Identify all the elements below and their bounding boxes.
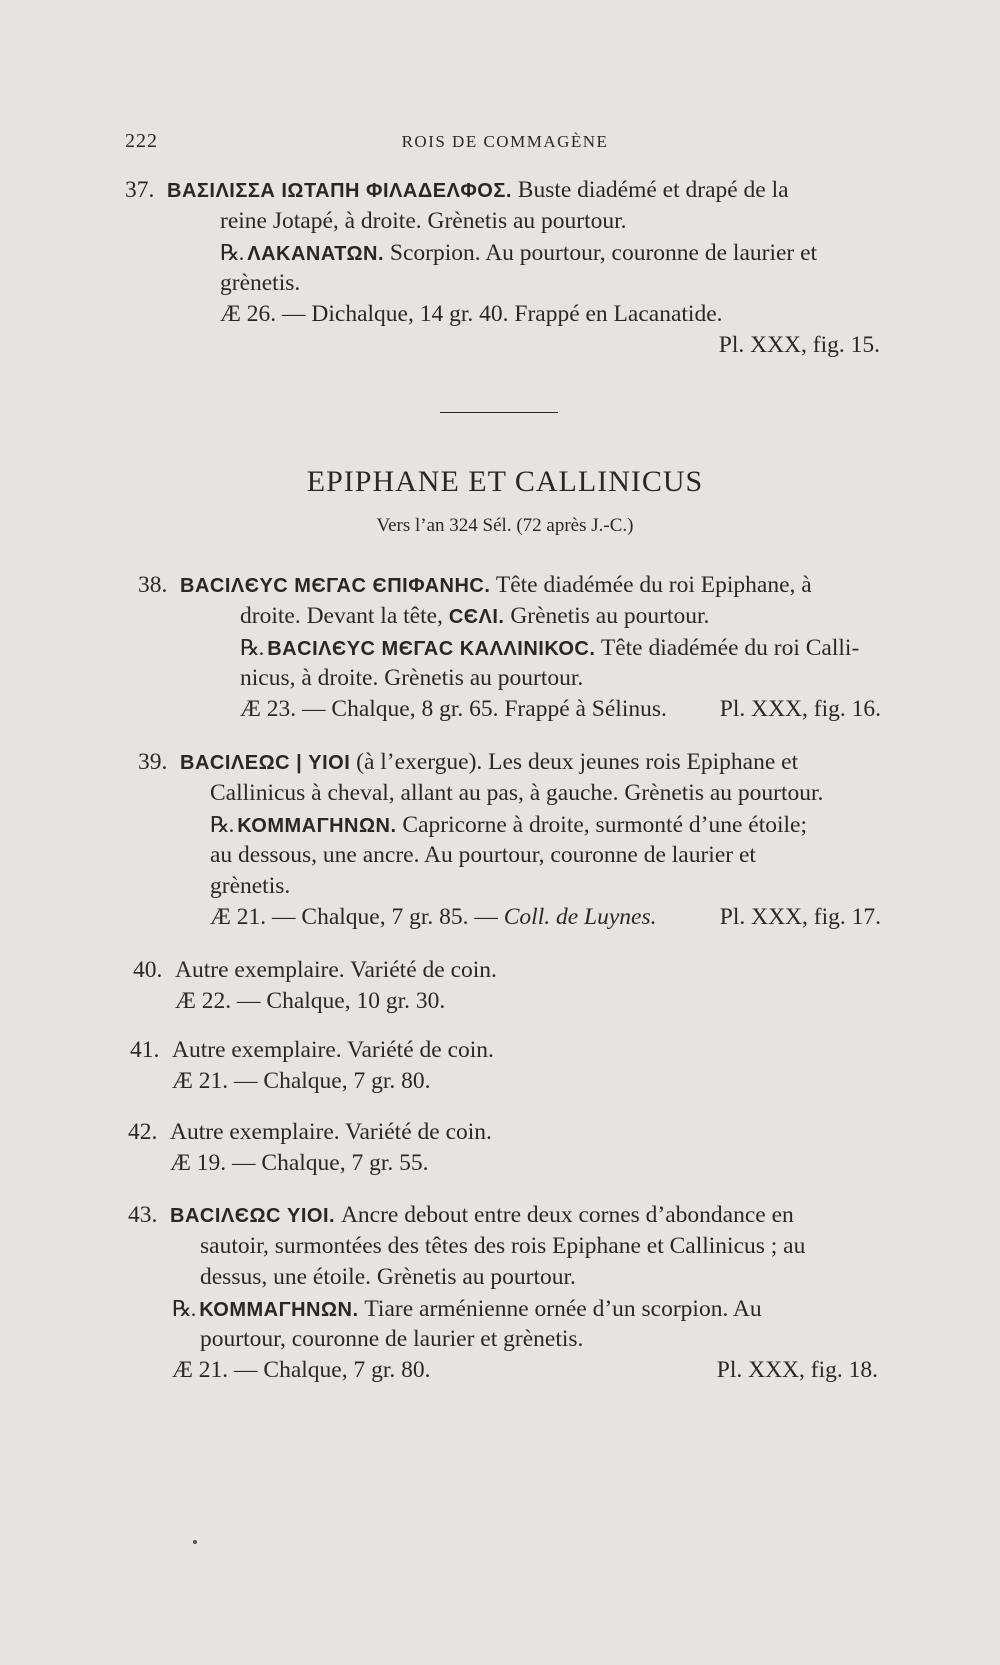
entry-line — [128, 1200, 888, 1231]
entry-text: Buste diadémé et drapé de la — [511, 177, 789, 203]
entry-line — [128, 1355, 888, 1386]
greek-legend: ΒΑCΙΛЄΩC ΥΙΟΙ. — [170, 1205, 336, 1227]
entry-text: sautoir, surmontées des têtes des rois Epiphane et Callinicus ; au — [200, 1233, 806, 1259]
reverse-symbol: ℞. — [220, 240, 244, 265]
entry-line — [130, 1066, 885, 1097]
entry-line — [128, 1262, 888, 1293]
entry-text: grènetis. — [220, 270, 301, 296]
collection-name: Coll. de Luynes. — [503, 904, 657, 930]
entry-text: (à l’exergue). Les deux jeunes rois Epiphane et — [350, 749, 799, 775]
entry-text: dessus, une étoile. Grènetis au pourtour. — [200, 1264, 576, 1290]
running-title: ROIS DE COMMAGÈNE — [401, 132, 609, 151]
entry-line — [133, 986, 888, 1017]
entry-line — [130, 1035, 885, 1066]
section-divider — [440, 412, 558, 413]
reverse-symbol: ℞. — [240, 635, 264, 660]
plate-reference: Pl. XXX, fig. 15. — [718, 332, 880, 358]
ink-speck — [193, 1540, 197, 1544]
catalog-entry-39 — [138, 747, 893, 933]
entry-line — [128, 1293, 888, 1324]
catalog-entry-42 — [128, 1117, 883, 1179]
reverse-symbol: ℞. — [172, 1296, 196, 1321]
catalog-entry-43 — [128, 1200, 888, 1386]
entry-text: Autre exemplaire. Variété de coin. — [172, 1037, 494, 1063]
entry-text: grènetis. — [210, 873, 291, 899]
page-header — [125, 130, 885, 160]
entry-line — [138, 778, 893, 809]
greek-legend: ΚΟΜΜΑΓΗΝΩΝ. — [199, 1299, 359, 1321]
entry-number: 43. — [128, 1202, 158, 1228]
entry-line — [138, 694, 893, 725]
plate-reference: Pl. XXX, fig. 16. — [719, 696, 881, 722]
page-number: 222 — [125, 130, 158, 152]
entry-text: Scorpion. Au pourtour, couronne de laurier et — [384, 240, 818, 266]
entry-line — [128, 1231, 888, 1262]
entry-text: Ancre debout entre deux cornes d’abondance en — [335, 1202, 794, 1228]
entry-meta: Æ 19. — Chalque, 7 gr. 55. — [170, 1150, 429, 1176]
entry-line — [138, 601, 893, 632]
entry-text: pourtour, couronne de laurier et grènetis. — [200, 1326, 584, 1352]
entry-text: Callinicus à cheval, allant au pas, à gauche. Grènetis au pourtour. — [210, 780, 824, 806]
greek-legend: ΚΟΜΜΑΓΗΝΩΝ. — [237, 815, 397, 837]
entry-number: 39. — [138, 749, 168, 775]
catalog-entry-37 — [125, 175, 895, 361]
entry-text: au dessous, une ancre. Au pourtour, couronne de laurier et — [210, 842, 756, 868]
entry-line — [138, 570, 893, 601]
greek-legend: ΒΑCΙΛЄΥC ΜЄΓΑC ЄΠΙΦΑΝΗC. — [180, 575, 491, 597]
entry-line — [125, 330, 895, 361]
entry-text: Tête diadémée du roi Calli- — [595, 635, 860, 661]
entry-line — [125, 299, 895, 330]
catalog-entry-41 — [130, 1035, 885, 1097]
entry-line — [128, 1324, 888, 1355]
entry-text: Grènetis au pourtour. — [504, 603, 710, 629]
greek-legend: ΒΑCΙΛΕΩC | ΥΙΟΙ — [180, 752, 351, 774]
entry-text: Tête diadémée du roi Epiphane, à — [490, 572, 812, 598]
entry-text: Tiare arménienne ornée d’un scorpion. Au — [358, 1296, 762, 1322]
reverse-symbol: ℞. — [210, 812, 234, 837]
greek-legend: ΛΑΚΑΝΑΤΩΝ. — [247, 243, 385, 265]
entry-number: 42. — [128, 1119, 158, 1145]
entry-text: droite. Devant la tête, — [240, 603, 449, 629]
entry-line — [138, 663, 893, 694]
entry-text: nicus, à droite. Grènetis au pourtour. — [240, 665, 584, 691]
entry-text: Autre exemplaire. Variété de coin. — [170, 1119, 492, 1145]
entry-meta: Æ 21. — Chalque, 7 gr. 85. — — [210, 904, 504, 930]
entry-line — [138, 747, 893, 778]
entry-line — [138, 902, 893, 933]
entry-meta: Æ 22. — Chalque, 10 gr. 30. — [175, 988, 446, 1014]
entry-number: 40. — [133, 957, 163, 983]
catalog-entry-38 — [138, 570, 893, 725]
plate-reference: Pl. XXX, fig. 18. — [716, 1357, 878, 1383]
greek-legend: ΒΑCΙΛЄΥC ΜЄΓΑC ΚΑΛΛΙΝΙΚΟC. — [267, 638, 596, 660]
entry-meta: Æ 21. — Chalque, 7 gr. 80. — [172, 1357, 431, 1383]
greek-legend: CЄΛΙ. — [448, 606, 505, 628]
entry-line — [125, 206, 895, 237]
entry-meta: Æ 23. — Chalque, 8 gr. 65. Frappé à Sélinus. — [240, 696, 667, 722]
entry-line — [138, 840, 893, 871]
entry-line — [138, 632, 893, 663]
entry-text: reine Jotapé, à droite. Grènetis au pourtour. — [220, 208, 627, 234]
entry-line — [128, 1117, 883, 1148]
entry-text: Autre exemplaire. Variété de coin. — [175, 957, 497, 983]
entry-line — [125, 237, 895, 268]
section-date: Vers l’an 324 Sél. (72 après J.-C.) — [376, 515, 634, 536]
catalog-entry-40 — [133, 955, 888, 1017]
section-title: EPIPHANE ET CALLINICUS — [306, 465, 704, 498]
entry-line — [138, 871, 893, 902]
greek-legend: ΒΑΣΙΛΙΣΣΑ ΙΩΤΑΠΗ ΦΙΛΑΔΕΛΦΟΣ. — [167, 180, 512, 202]
entry-number: 38. — [138, 572, 168, 598]
entry-meta: Æ 21. — Chalque, 7 gr. 80. — [172, 1068, 431, 1094]
entry-number: 37. — [125, 177, 155, 203]
entry-line — [125, 175, 895, 206]
entry-line — [128, 1148, 883, 1179]
entry-number: 41. — [130, 1037, 160, 1063]
entry-line — [138, 809, 893, 840]
entry-line — [133, 955, 888, 986]
entry-meta: Æ 26. — Dichalque, 14 gr. 40. Frappé en Lacanatide. — [220, 301, 723, 327]
entry-text: Capricorne à droite, surmonté d’une étoile; — [396, 812, 807, 838]
entry-line — [125, 268, 895, 299]
plate-reference: Pl. XXX, fig. 17. — [719, 904, 881, 930]
